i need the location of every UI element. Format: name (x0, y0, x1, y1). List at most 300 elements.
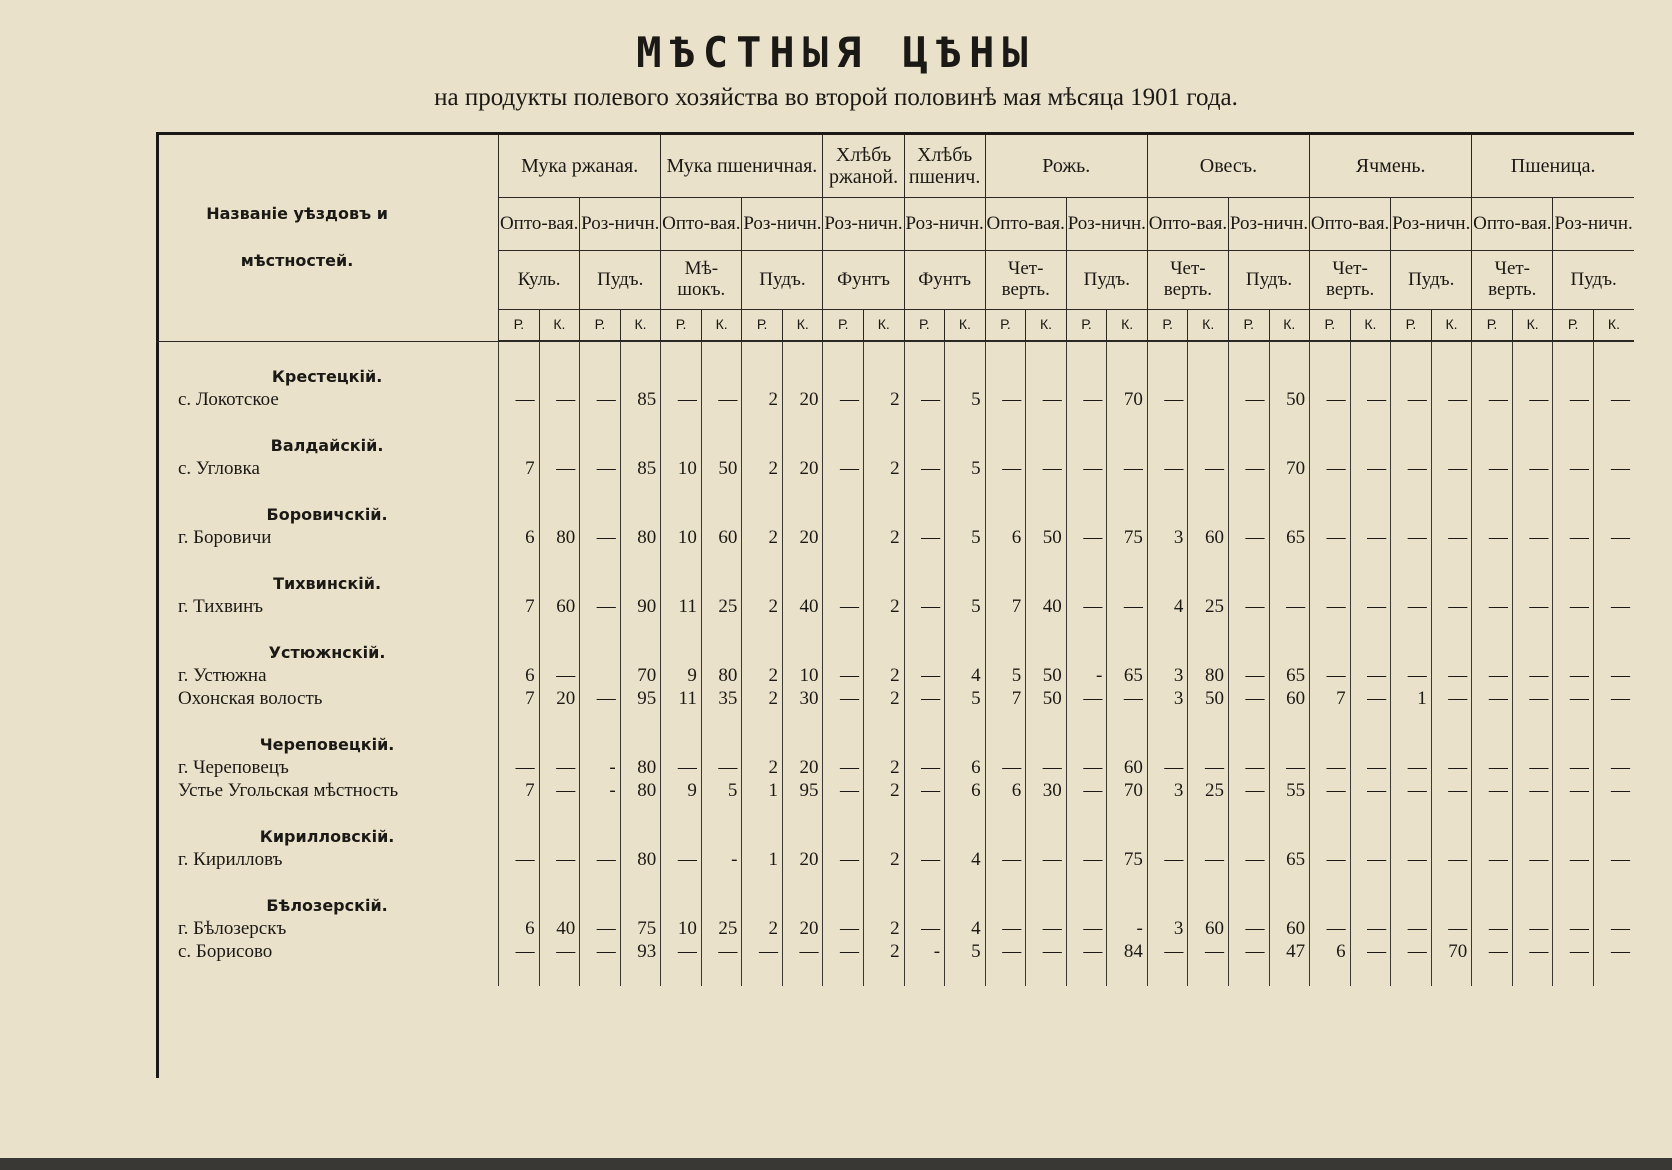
empty-cell (864, 825, 905, 848)
empty-cell (1269, 641, 1310, 664)
rubles-value: — (1472, 457, 1513, 480)
spacer-cell (1228, 618, 1269, 641)
spacer-cell (1310, 963, 1351, 986)
kopecks-value: — (1431, 526, 1472, 549)
table-row (156, 457, 1634, 480)
empty-cell (1593, 365, 1634, 388)
empty-cell (1350, 894, 1391, 917)
empty-cell (945, 825, 986, 848)
rubles-header: Р. (1553, 310, 1594, 342)
district-row (156, 894, 1634, 917)
sale-type-header: Роз-ничн. (1391, 198, 1472, 251)
spacer-cell (742, 618, 783, 641)
spacer-cell (1472, 963, 1513, 986)
spacer-cell (580, 710, 621, 733)
spacer-cell (1472, 411, 1513, 434)
spacer-cell (1310, 411, 1351, 434)
kopecks-value: — (1593, 779, 1634, 802)
rubles-value: — (1228, 848, 1269, 871)
kopecks-value: 5 (945, 940, 986, 963)
empty-cell (782, 434, 823, 457)
spacer-cell (1026, 341, 1067, 365)
empty-cell (1431, 572, 1472, 595)
spacer-cell (1107, 411, 1148, 434)
spacer-cell (904, 710, 945, 733)
empty-cell (580, 572, 621, 595)
empty-cell (1107, 825, 1148, 848)
spacer-cell (1391, 618, 1432, 641)
empty-cell (580, 434, 621, 457)
empty-cell (1350, 503, 1391, 526)
empty-cell (945, 572, 986, 595)
empty-cell (701, 365, 742, 388)
rubles-value: — (823, 664, 864, 687)
rubles-value: — (1391, 664, 1432, 687)
rubles-header: Р. (1310, 310, 1351, 342)
empty-cell (1472, 365, 1513, 388)
spacer-cell (661, 802, 702, 825)
kopecks-value: — (782, 940, 823, 963)
rubles-header: Р. (1391, 310, 1432, 342)
empty-cell (985, 434, 1026, 457)
spacer-cell (945, 871, 986, 894)
empty-cell (823, 825, 864, 848)
rubles-value: — (1391, 848, 1432, 871)
kopecks-value: — (1593, 388, 1634, 411)
spacer-cell (1107, 871, 1148, 894)
empty-cell (1066, 733, 1107, 756)
kopecks-value: — (1350, 756, 1391, 779)
empty-cell (1269, 434, 1310, 457)
spacer-cell (985, 549, 1026, 572)
empty-cell (620, 641, 661, 664)
spacer-cell (1188, 963, 1229, 986)
spacer-cell (1593, 963, 1634, 986)
empty-cell (864, 641, 905, 664)
kopecks-value: 20 (539, 687, 580, 710)
spacer-row (156, 871, 1634, 894)
empty-cell (1107, 503, 1148, 526)
spacer-cell (823, 618, 864, 641)
empty-cell (1026, 825, 1067, 848)
rubles-value: — (1472, 388, 1513, 411)
district-name: Устюжнскій. (268, 643, 386, 662)
spacer-cell (864, 411, 905, 434)
spacer-cell (1391, 871, 1432, 894)
rubles-header: Р. (823, 310, 864, 342)
product-group-header: Ячмень. (1310, 134, 1472, 198)
spacer-row (156, 802, 1634, 825)
rubles-value: 2 (742, 687, 783, 710)
empty-cell (1593, 572, 1634, 595)
empty-cell (1026, 434, 1067, 457)
empty-cell (1512, 894, 1553, 917)
spacer-cell (156, 618, 499, 641)
spacer-cell (1107, 802, 1148, 825)
kopecks-value: 5 (945, 526, 986, 549)
spacer-cell (661, 549, 702, 572)
empty-cell (580, 365, 621, 388)
empty-cell (1512, 503, 1553, 526)
empty-cell (1188, 503, 1229, 526)
empty-cell (539, 825, 580, 848)
place-name: г. Боровичи (178, 527, 272, 548)
name-column-header: Названіе уѣздовъ и мѣстностей. (156, 134, 499, 342)
empty-cell (1228, 365, 1269, 388)
kopecks-value: 25 (1188, 595, 1229, 618)
unit-header: Пудъ. (1391, 251, 1472, 310)
spacer-cell (661, 480, 702, 503)
kopecks-value: 60 (1188, 917, 1229, 940)
kopecks-value: — (1350, 779, 1391, 802)
rubles-value: — (499, 940, 540, 963)
spacer-cell (701, 802, 742, 825)
rubles-value: — (1310, 917, 1351, 940)
spacer-cell (1026, 710, 1067, 733)
kopecks-value: — (539, 848, 580, 871)
product-group-header: Мука ржаная. (499, 134, 661, 198)
spacer-cell (1350, 341, 1391, 365)
spacer-cell (1026, 618, 1067, 641)
spacer-cell (156, 871, 499, 894)
rubles-value: — (661, 940, 702, 963)
spacer-cell (985, 411, 1026, 434)
empty-cell (539, 641, 580, 664)
empty-cell (742, 572, 783, 595)
empty-cell (1310, 733, 1351, 756)
spacer-cell (1269, 710, 1310, 733)
kopecks-header: К. (701, 310, 742, 342)
kopecks-header: К. (864, 310, 905, 342)
empty-cell (985, 733, 1026, 756)
kopecks-header: К. (1350, 310, 1391, 342)
table-row (156, 848, 1634, 871)
kopecks-value: 75 (1107, 526, 1148, 549)
spacer-cell (539, 618, 580, 641)
sale-type-header: Роз-ничн. (904, 198, 985, 251)
rubles-value: — (580, 388, 621, 411)
kopecks-value: — (1026, 756, 1067, 779)
place-name-cell (156, 526, 499, 549)
spacer-cell (823, 871, 864, 894)
kopecks-value: 20 (782, 756, 823, 779)
empty-cell (1228, 434, 1269, 457)
rubles-value: — (1147, 756, 1188, 779)
empty-cell (1269, 733, 1310, 756)
empty-cell (864, 434, 905, 457)
rubles-value: — (580, 595, 621, 618)
rubles-value: 7 (499, 457, 540, 480)
kopecks-value: 84 (1107, 940, 1148, 963)
spacer-cell (1066, 618, 1107, 641)
rubles-value: 10 (661, 917, 702, 940)
empty-cell (1310, 434, 1351, 457)
table-row (156, 756, 1634, 779)
rubles-value: 6 (499, 664, 540, 687)
empty-cell (945, 733, 986, 756)
spacer-cell (580, 802, 621, 825)
rubles-value: — (985, 388, 1026, 411)
kopecks-value: — (1350, 457, 1391, 480)
rubles-value: — (1310, 457, 1351, 480)
spacer-cell (823, 411, 864, 434)
kopecks-value: 5 (945, 595, 986, 618)
empty-cell (1066, 894, 1107, 917)
sale-type-header: Опто-вая. (1472, 198, 1553, 251)
spacer-cell (864, 549, 905, 572)
kopecks-value: 2 (864, 595, 905, 618)
sale-type-header: Опто-вая. (985, 198, 1066, 251)
spacer-cell (864, 871, 905, 894)
place-name: г. Тихвинъ (178, 596, 264, 617)
empty-cell (985, 503, 1026, 526)
rubles-value: 6 (1310, 940, 1351, 963)
kopecks-value: — (1512, 457, 1553, 480)
spacer-cell (1512, 549, 1553, 572)
empty-cell (782, 365, 823, 388)
kopecks-value: 75 (1107, 848, 1148, 871)
empty-cell (661, 434, 702, 457)
rubles-value: — (1553, 457, 1594, 480)
empty-cell (1107, 434, 1148, 457)
kopecks-value: — (1350, 848, 1391, 871)
empty-cell (1350, 572, 1391, 595)
kopecks-value: 95 (620, 687, 661, 710)
spacer-cell (1431, 411, 1472, 434)
spacer-cell (156, 802, 499, 825)
spacer-cell (499, 618, 540, 641)
kopecks-value: — (1188, 756, 1229, 779)
empty-cell (539, 733, 580, 756)
spacer-cell (1431, 802, 1472, 825)
spacer-cell (742, 341, 783, 365)
rubles-value: — (1228, 940, 1269, 963)
kopecks-value: 80 (539, 526, 580, 549)
kopecks-value: 50 (1269, 388, 1310, 411)
empty-cell (499, 825, 540, 848)
place-name: г. Устюжна (178, 665, 267, 686)
empty-cell (1310, 825, 1351, 848)
empty-cell (985, 572, 1026, 595)
kopecks-value: — (1188, 848, 1229, 871)
spacer-cell (1269, 802, 1310, 825)
empty-cell (864, 733, 905, 756)
spacer-cell (620, 802, 661, 825)
empty-cell (1431, 641, 1472, 664)
place-name-cell (156, 940, 499, 963)
place-name: Охонская волость (178, 688, 323, 709)
kopecks-value: 40 (782, 595, 823, 618)
spacer-cell (1026, 963, 1067, 986)
rubles-value: — (1228, 917, 1269, 940)
empty-cell (620, 434, 661, 457)
spacer-cell (1512, 963, 1553, 986)
empty-cell (1269, 572, 1310, 595)
kopecks-value: — (539, 940, 580, 963)
spacer-cell (1472, 710, 1513, 733)
empty-cell (1066, 572, 1107, 595)
spacer-cell (1147, 963, 1188, 986)
rubles-value: — (1310, 595, 1351, 618)
sale-type-header: Роз-ничн. (1228, 198, 1309, 251)
spacer-cell (904, 480, 945, 503)
kopecks-value: — (1431, 388, 1472, 411)
spacer-cell (620, 871, 661, 894)
rubles-value: - (904, 940, 945, 963)
unit-header: Пудъ. (1553, 251, 1634, 310)
district-row (156, 434, 1634, 457)
kopecks-value: - (701, 848, 742, 871)
empty-cell (1310, 641, 1351, 664)
empty-cell (1026, 365, 1067, 388)
empty-cell (1593, 503, 1634, 526)
spacer-cell (156, 963, 499, 986)
rubles-value: — (499, 756, 540, 779)
empty-cell (904, 572, 945, 595)
spacer-cell (742, 871, 783, 894)
district-row (156, 825, 1634, 848)
kopecks-value: 4 (945, 917, 986, 940)
rubles-value: 3 (1147, 664, 1188, 687)
spacer-cell (539, 411, 580, 434)
spacer-cell (1553, 710, 1594, 733)
rubles-value: — (1310, 388, 1351, 411)
rubles-value: — (1553, 687, 1594, 710)
empty-cell (1472, 733, 1513, 756)
spacer-cell (782, 549, 823, 572)
table-row (156, 595, 1634, 618)
rubles-value: — (661, 388, 702, 411)
spacer-cell (742, 710, 783, 733)
spacer-cell (1228, 480, 1269, 503)
empty-cell (742, 503, 783, 526)
empty-cell (742, 825, 783, 848)
kopecks-value: — (1512, 595, 1553, 618)
spacer-cell (945, 710, 986, 733)
spacer-cell (1391, 802, 1432, 825)
rubles-header: Р. (904, 310, 945, 342)
empty-cell (661, 641, 702, 664)
rubles-value: — (1553, 664, 1594, 687)
kopecks-value: — (1512, 526, 1553, 549)
kopecks-value: — (1512, 940, 1553, 963)
kopecks-value: — (1431, 848, 1472, 871)
kopecks-value: — (1431, 756, 1472, 779)
kopecks-value: — (701, 756, 742, 779)
place-name-cell (156, 756, 499, 779)
kopecks-header: К. (945, 310, 986, 342)
kopecks-header: К. (1107, 310, 1148, 342)
empty-cell (985, 365, 1026, 388)
empty-cell (1350, 825, 1391, 848)
spacer-cell (1228, 710, 1269, 733)
empty-cell (823, 365, 864, 388)
empty-cell (945, 434, 986, 457)
rubles-value (823, 526, 864, 549)
spacer-cell (782, 341, 823, 365)
rubles-value: — (580, 457, 621, 480)
unit-header: Куль. (499, 251, 580, 310)
empty-cell (539, 365, 580, 388)
rubles-value: — (1472, 756, 1513, 779)
rubles-header: Р. (1228, 310, 1269, 342)
empty-cell (945, 641, 986, 664)
spacer-cell (864, 341, 905, 365)
kopecks-value: 70 (1107, 388, 1148, 411)
rubles-header: Р. (1472, 310, 1513, 342)
kopecks-value: — (1593, 848, 1634, 871)
spacer-cell (1472, 341, 1513, 365)
spacer-cell (499, 411, 540, 434)
rubles-value: 2 (742, 388, 783, 411)
empty-cell (782, 572, 823, 595)
kopecks-value: 60 (1188, 526, 1229, 549)
spacer-cell (1269, 411, 1310, 434)
empty-cell (823, 894, 864, 917)
spacer-cell (1593, 480, 1634, 503)
spacer-cell (985, 963, 1026, 986)
spacer-cell (904, 549, 945, 572)
spacer-cell (1310, 802, 1351, 825)
empty-cell (661, 503, 702, 526)
spacer-cell (580, 480, 621, 503)
spacer-cell (701, 341, 742, 365)
spacer-cell (782, 411, 823, 434)
empty-cell (1066, 365, 1107, 388)
rubles-value: — (1066, 848, 1107, 871)
kopecks-value: — (1431, 595, 1472, 618)
rubles-value: — (1391, 756, 1432, 779)
place-name-cell (156, 779, 499, 802)
rubles-value: — (1553, 595, 1594, 618)
empty-cell (1512, 733, 1553, 756)
spacer-cell (661, 411, 702, 434)
kopecks-value: — (1512, 779, 1553, 802)
spacer-cell (1107, 341, 1148, 365)
spacer-cell (499, 341, 540, 365)
empty-cell (945, 503, 986, 526)
rubles-value: 4 (1147, 595, 1188, 618)
spacer-cell (904, 618, 945, 641)
rubles-value: 2 (742, 526, 783, 549)
empty-cell (661, 825, 702, 848)
empty-cell (945, 365, 986, 388)
empty-cell (1310, 365, 1351, 388)
page-bottom-edge (0, 1158, 1672, 1170)
kopecks-value: — (1593, 595, 1634, 618)
empty-cell (904, 365, 945, 388)
kopecks-value: 6 (945, 779, 986, 802)
rubles-value: 11 (661, 687, 702, 710)
spacer-cell (985, 618, 1026, 641)
spacer-cell (1593, 871, 1634, 894)
empty-cell (823, 641, 864, 664)
spacer-cell (742, 411, 783, 434)
rubles-value: 7 (499, 779, 540, 802)
spacer-cell (1066, 963, 1107, 986)
spacer-cell (742, 549, 783, 572)
kopecks-value: 5 (945, 388, 986, 411)
district-row (156, 503, 1634, 526)
kopecks-value: — (1107, 595, 1148, 618)
kopecks-value: — (1026, 917, 1067, 940)
empty-cell (1310, 503, 1351, 526)
kopecks-value: 60 (701, 526, 742, 549)
empty-cell (1472, 503, 1513, 526)
spacer-cell (1066, 341, 1107, 365)
kopecks-value: 80 (620, 756, 661, 779)
spacer-cell (1147, 618, 1188, 641)
